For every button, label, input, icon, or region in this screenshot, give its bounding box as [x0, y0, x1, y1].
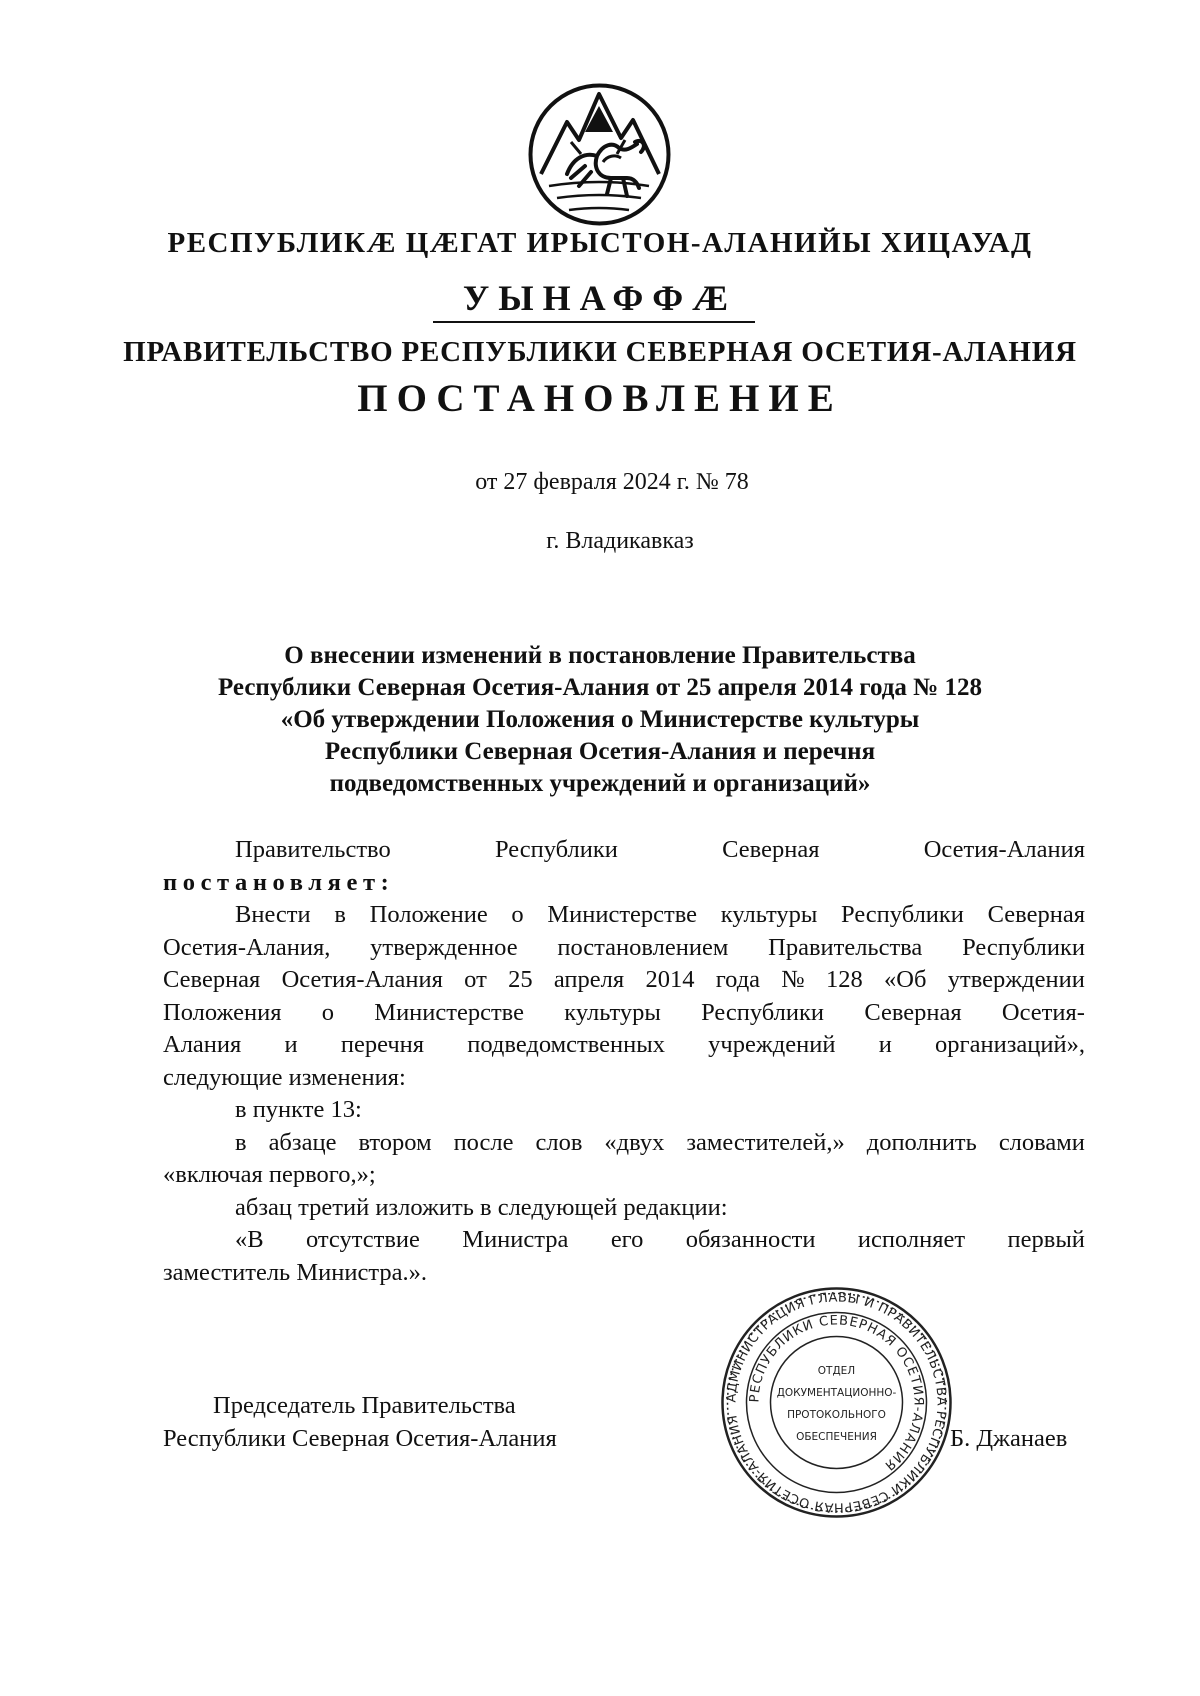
paragraph-line: [163, 1127, 1085, 1160]
paragraph-line: абзац третий изложить в следующей редакции:: [235, 1193, 728, 1221]
stamp-center-line: ОБЕСПЕЧЕНИЯ: [796, 1431, 877, 1443]
word: отсутствие: [306, 1226, 420, 1253]
stamp-center-line: ДОКУМЕНТАЦИОННО-: [776, 1387, 897, 1399]
word: после: [453, 1128, 514, 1156]
word: «Об: [884, 966, 927, 993]
signatory-position: [163, 1389, 557, 1455]
word: Положения: [163, 998, 282, 1026]
word: обязанности: [685, 1226, 816, 1253]
word: дополнить: [866, 1128, 977, 1156]
quote-line: заместитель Министра.».: [163, 1258, 427, 1286]
word: Северная: [163, 966, 261, 993]
word: Положение: [369, 901, 488, 928]
word: апреля: [553, 966, 625, 993]
word: Министерстве: [374, 998, 524, 1026]
word: №: [781, 966, 805, 993]
title-line: Республики Северная Осетия-Алания и перечня: [324, 738, 876, 765]
decrees-word: постановляет:: [163, 868, 395, 896]
word: исполняет: [857, 1226, 966, 1253]
word: подведомственных: [467, 1031, 665, 1058]
title-line: Республики Северная Осетия-Алания от 25 апреля 2014 года № 128: [217, 674, 982, 701]
document-body: [163, 834, 1085, 1289]
word: в: [235, 1128, 247, 1156]
word: и: [284, 1031, 298, 1058]
word: словами: [998, 1128, 1085, 1156]
word: культуры: [720, 901, 818, 928]
word: Северная: [722, 836, 820, 863]
word: 2014: [645, 966, 695, 993]
word: постановлением: [557, 933, 729, 961]
stamp-inner-ring: [771, 1337, 903, 1469]
word: Осетия-Алания,: [163, 933, 331, 961]
word: Северная: [987, 901, 1085, 928]
word: организаций»,: [935, 1031, 1085, 1058]
heading-divider: [433, 321, 755, 323]
document-date-number: от 27 февраля 2024 г. № 78: [475, 469, 749, 495]
title-line: О внесении изменений в постановление Правительства: [284, 642, 916, 669]
word: и: [878, 1031, 892, 1058]
word: Республики: [962, 933, 1085, 961]
word: перечня: [340, 1031, 425, 1058]
word: культуры: [564, 998, 661, 1026]
republic-emblem-icon: [527, 82, 672, 227]
word: о: [321, 998, 334, 1026]
quote-line: [163, 1224, 1085, 1257]
word: Правительство: [235, 836, 391, 863]
word: Республики: [701, 998, 825, 1026]
word: Северная: [864, 998, 962, 1026]
paragraph-line: следующие изменения:: [163, 1063, 406, 1091]
word: Внести: [235, 901, 311, 928]
word: заместителей,»: [686, 1128, 845, 1156]
word: 25: [508, 966, 533, 993]
word: «двух: [604, 1128, 665, 1156]
document-title: [0, 640, 1200, 800]
point-reference: в пункте 13:: [235, 1096, 362, 1123]
stamp-center-line: ОТДЕЛ: [817, 1365, 856, 1377]
word: Министра: [462, 1226, 569, 1253]
word: Министерстве: [547, 901, 698, 928]
stamp-outer-text: АДМИНИСТРАЦИЯ ГЛАВЫ И ПРАВИТЕЛЬСТВА РЕСПУБЛИКИ СЕВЕРНАЯ ОСЕТИЯ-АЛАНИЯ: [724, 1290, 949, 1515]
word: Алания: [163, 1031, 242, 1058]
signatory-name: Б. Джанаев: [950, 1425, 1068, 1452]
signatory-position-line: Республики Северная Осетия-Алания: [163, 1425, 557, 1452]
title-line: подведомственных учреждений и организаций»: [329, 770, 871, 797]
word: утверждении: [947, 966, 1085, 993]
paragraph-line: [163, 997, 1085, 1030]
word: его: [610, 1226, 644, 1253]
word: слов: [535, 1128, 583, 1156]
word: Осетия-Алания: [923, 836, 1085, 863]
ossetian-resolution-heading: УЫНАФФÆ: [462, 278, 738, 318]
stamp-center-line: ПРОТОКОЛЬНОГО: [787, 1409, 886, 1421]
document-city: г. Владикавказ: [546, 528, 694, 554]
word: о: [511, 901, 524, 928]
stamp-inner-text: РЕСПУБЛИКИ СЕВЕРНАЯ ОСЕТИЯ-АЛАНИЯ: [747, 1313, 926, 1474]
word: Осетия-: [1001, 998, 1085, 1026]
russian-government-heading: ПРАВИТЕЛЬСТВО РЕСПУБЛИКИ СЕВЕРНАЯ ОСЕТИЯ-АЛАНИЯ: [123, 336, 1077, 368]
word: от: [464, 966, 487, 993]
paragraph-line: [163, 964, 1085, 997]
word: абзаце: [268, 1128, 337, 1156]
word: утвержденное: [370, 933, 518, 961]
word: Осетия-Алания: [281, 966, 443, 993]
word: первый: [1007, 1226, 1085, 1253]
word: Республики: [494, 836, 618, 863]
word: года: [715, 966, 761, 993]
paragraph-line: [163, 1029, 1085, 1062]
ossetian-government-heading: РЕСПУБЛИКÆ ЦÆГАТ ИРЫСТОН-АЛАНИЙЫ ХИЦАУАД: [167, 227, 1033, 259]
paragraph-line: «включая первого,»;: [163, 1161, 376, 1188]
word: учреждений: [708, 1031, 836, 1058]
word: Республики: [841, 901, 964, 928]
preamble-line: [163, 834, 1085, 867]
word: втором: [358, 1128, 432, 1156]
official-stamp: [719, 1285, 954, 1520]
word: 128: [826, 966, 863, 993]
title-line: «Об утверждении Положения о Министерстве культуры: [280, 706, 920, 733]
paragraph-line: [163, 899, 1085, 932]
word: Правительства: [768, 933, 923, 961]
signatory-position-line: Председатель Правительства: [213, 1392, 516, 1419]
word: в: [334, 901, 346, 928]
russian-resolution-heading: ПОСТАНОВЛЕНИЕ: [357, 377, 843, 420]
paragraph-line: [163, 932, 1085, 965]
word: «В: [235, 1226, 264, 1253]
